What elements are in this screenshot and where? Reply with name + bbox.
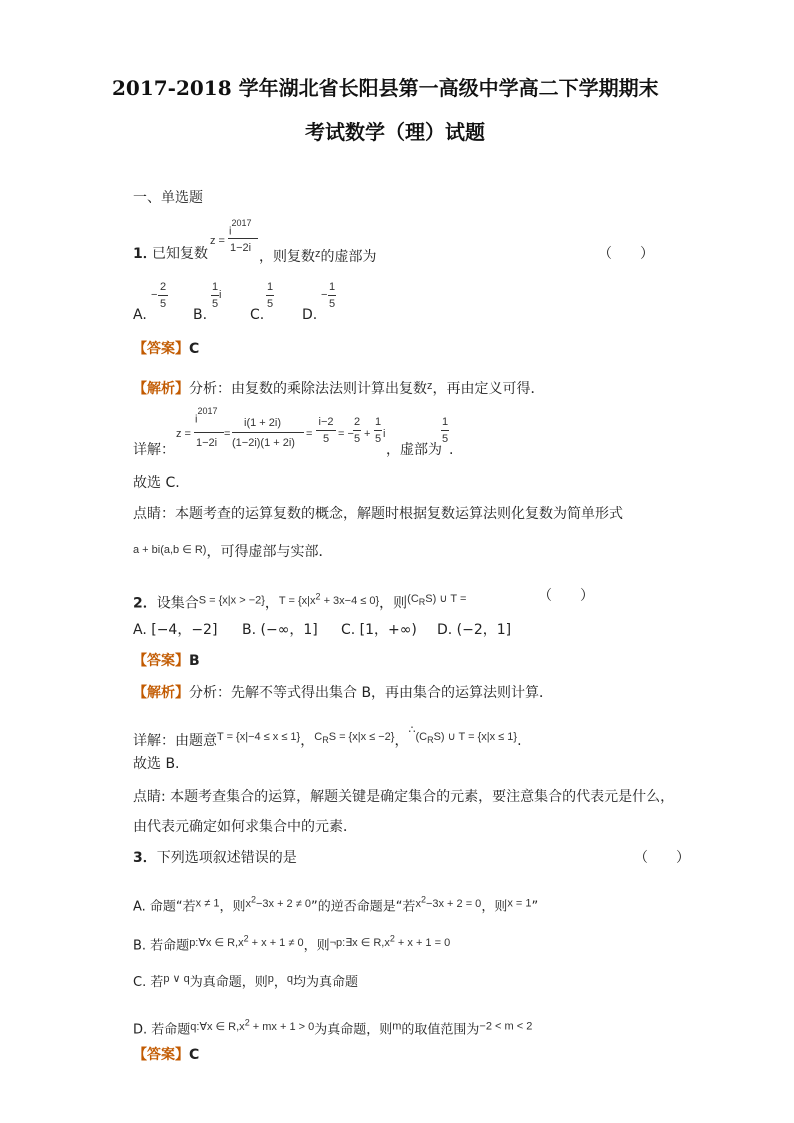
q1-option-a-label: A. [133,307,147,323]
q1-detail-f2-den: (1−2i)(1 + 2i) [232,437,295,449]
q1-detail-eq2: = [306,428,313,440]
q1-detail-dot: . [449,442,454,458]
q1-answer: 【答案】C [133,341,200,357]
section-heading: 一、单选题 [133,190,203,206]
q1-conclusion: 故选 C. [133,475,180,491]
q3-stem: 3．下列选项叙述错误的是 [133,850,297,866]
q1-option-b-label: B. [193,307,208,323]
q1-detail-f5: 1 5 [374,416,382,445]
q2-comment-line1: 点睛: 本题考查集合的运算，解题关键是确定集合的元素，要注意集合的代表元是什么， [133,789,675,805]
q1-stem-b: ，则复数$^z$的虚部为 [259,248,377,265]
doc-title-line2: 考试数学（理）试题 [305,120,485,144]
q1-option-b-frac: 1 5 [211,281,219,310]
q1-option-c-label: C. [250,307,265,323]
q1-answer-paren: （ ） [598,246,654,262]
q1-detail-z: z = [176,428,191,440]
q1-detail-plus: + [364,428,371,440]
q1-detail-i: i [383,428,386,440]
q1-frac-bar [228,238,258,239]
q1-detail-f4: 2 5 [353,416,361,445]
q3-option-b: B. 若命题$^{p:\forall x \in R,x^2 + x + 1 \ne 0}$，则$^{\neg p:\exists x \in R,x^2 + x + 1 = 0}$ [133,933,451,954]
q1-detail-f3: i−2 5 [316,416,336,445]
q3-option-a: A. 命题“若$^{x \ne 1}$，则$^{x^2-3x + 2 \ne 0}$”的逆否命题是“若$^{x^2-3x + 2 = 0}$，则$^{x = 1}$” [133,894,539,915]
q1-frac-den: 1−2i [230,242,252,254]
q2-option-c: C. [1，+∞) [341,622,417,638]
q3-option-d: D. 若命题$^{q:\forall x \in R,x^2 + mx + 1 > 0}$为真命题，则$^m$的取值范围为$^{-2 < m < 2}$ [133,1017,533,1038]
q1-detail-f2-num: i(1 + 2i) [244,417,281,429]
q3-answer-paren: （ ） [634,850,690,866]
q1-detail-f6: 1 5 [441,416,449,445]
q1-option-a-frac: 2 5 [159,281,167,310]
q1-stem-a: 已知复数 [152,246,208,262]
q2-conclusion: 故选 B. [133,756,180,772]
q3-answer: 【答案】C [133,1047,200,1063]
q1-detail-minus: = − [338,428,354,440]
q1-z-eq: z = [210,235,225,247]
q2-option-b: B. (−∞，1] [242,622,318,638]
q1-analysis: 【解析】分析：由复数的乘除法法则计算出复数$^z$，再由定义可得． [133,380,545,397]
q3-option-c: C. 若$^{p \vee q}$为真命题，则$^p$，$^q$均为真命题 [133,973,359,990]
q1-option-d-sign: − [321,289,328,301]
q2-option-d: D. (−2，1] [437,622,512,638]
q2-detail: 详解：由题意$^{T = \{x|-4 \le x \le 1\}}$，$^{C_RS = \{x|x \le -2\}}$，$^{\therefore(C_RS) \cup T = \{x|x \le 1\}}$. [133,724,522,749]
doc-title-line1: 2017-2018 学年湖北省长阳县第一高级中学高二下学期期末 [112,76,659,100]
q2-analysis: 【解析】分析：先解不等式得出集合 B，再由集合的运算法则计算． [133,685,554,701]
q2-answer-paren: （ ） [538,588,594,604]
q1-detail-label: 详解： [133,442,175,458]
q1-option-b-i: i [219,289,222,301]
q2-stem: 2．设集合$^{S = \{x|x > -2\}}$，$^{T = \{x|x^2 + 3x-4 \le 0\}}$，则$^{(C_RS) \cup T =}$ [133,591,467,612]
q1-detail-f1-num: $i^{2017}$ [195,406,218,426]
q1-comment-line2: $^{a + bi(a,b \in R)}$，可得虚部与实部． [133,544,333,560]
q1-detail-tail: ，虚部为 [386,442,442,458]
q1-detail-f2-bar [232,432,304,433]
q2-comment-line2: 由代表元确定如何求集合中的元素． [133,819,357,835]
q1-number: 1． [133,246,157,262]
q2-option-a: A. [−4，−2] [133,622,218,638]
q1-comment-line1: 点睛：本题考查的运算复数的概念，解题时根据复数运算法则化复数为简单形式 [133,506,623,522]
q2-answer: 【答案】B [133,653,200,669]
q1-option-a-sign: − [151,289,158,301]
q1-option-d-frac: 1 5 [328,281,336,310]
q1-detail-eq1: = [224,428,231,440]
q1-frac-num: $i^{2017}$ [229,218,252,238]
q1-detail-f1-bar [194,432,224,433]
q1-option-d-label: D. [302,307,318,323]
q1-option-c-frac: 1 5 [266,281,274,310]
q1-detail-f1-den: 1−2i [196,437,218,449]
